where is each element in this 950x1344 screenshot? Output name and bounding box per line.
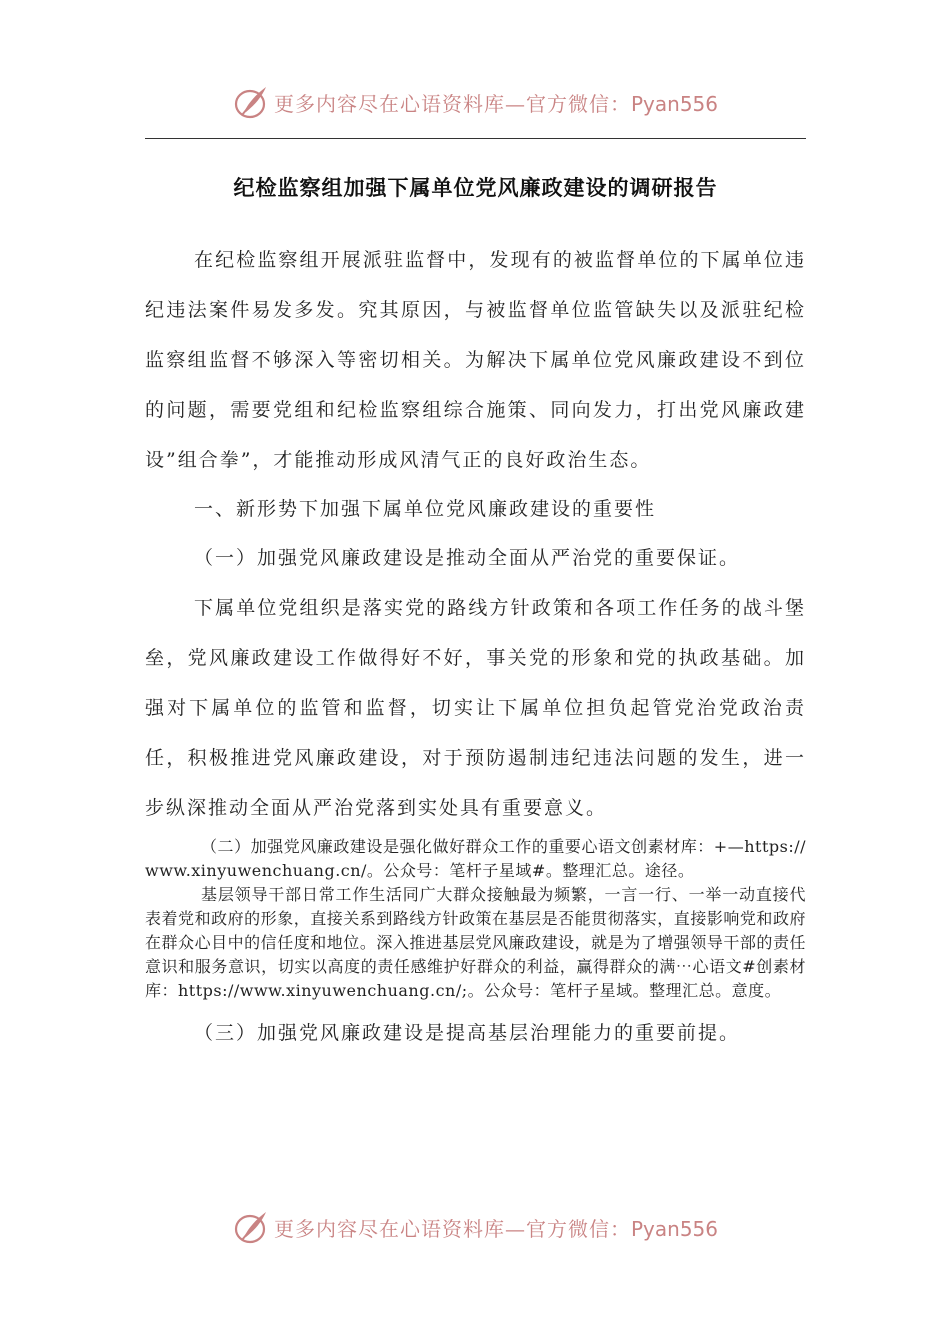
- section1-heading: 一、新形势下加强下属单位党风廉政建设的重要性: [194, 498, 657, 520]
- intro-paragraph: 在纪检监察组开展派驻监督中，发现有的被监督单位的下属单位违纪违法案件易发多发。究其原因，与被监督单位监管缺失以及派驻纪检监察组监督不够深入等密切相关。为解决下属单位党风廉政建设不到位的问题，需要党组和纪检监察组综合施策、同向发力，打出党风廉政建设”组合拳”，才能推动形成风清气正的良好政治生态。: [145, 249, 806, 471]
- document-title: 纪检监察组加强下属单位党风廉政建设的调研报告: [233, 175, 718, 200]
- sub3-heading: （三）加强党风廉政建设是提高基层治理能力的重要前提。: [194, 1022, 741, 1044]
- banner-text: 更多内容尽在心语资料库—官方微信：Pyan556: [273, 1216, 718, 1241]
- header-divider: [145, 138, 806, 139]
- banner-text: 更多内容尽在心语资料库—官方微信：Pyan556: [273, 91, 718, 116]
- document-body: [145, 235, 806, 1058]
- sub2-body: 基层领导干部日常工作生活同广大群众接触最为频繁，一言一行、一举一动直接代表着党和政府的形象，直接关系到路线方针政策在基层是否能贯彻落实，直接影响党和政府在群众心目中的信任度和地位。深入推进基层党风廉政建设，就是为了增强领导干部的责任意识和服务意识，切实以高度的责任感维护好群众的利益，赢得群众的满⋯心语文#创素材库：https://www.xinyuwenchuang.cn/;。公众号：笔杆子星域。整理汇总。意度。: [145, 885, 806, 1000]
- header-banner: [0, 82, 950, 122]
- quill-pen-logo-icon: [232, 1207, 272, 1247]
- sub1-body: 下属单位党组织是落实党的路线方针政策和各项工作任务的战斗堡垒，党风廉政建设工作做得好不好，事关党的形象和党的执政基础。加强对下属单位的监管和监督，切实让下属单位担负起管党治党政治责任，积极推进党风廉政建设，对于预防遏制违纪违法问题的发生，进一步纵深推动全面从严治党落到实处具有重要意义。: [145, 597, 806, 819]
- sub2-heading: （二）加强党风廉政建设是强化做好群众工作的重要心语文创素材库：+—https://www.xinyuwenchuang.cn/。公众号：笔杆子星域#。整理汇总。途径。: [145, 837, 806, 880]
- footer-banner: [0, 1207, 950, 1247]
- wechat-id: Pyan556: [630, 1216, 718, 1241]
- wechat-id: Pyan556: [630, 91, 718, 116]
- sub1-heading: （一）加强党风廉政建设是推动全面从严治党的重要保证。: [194, 547, 741, 569]
- quill-pen-logo-icon: [232, 82, 272, 122]
- small-text-block: [145, 835, 806, 1003]
